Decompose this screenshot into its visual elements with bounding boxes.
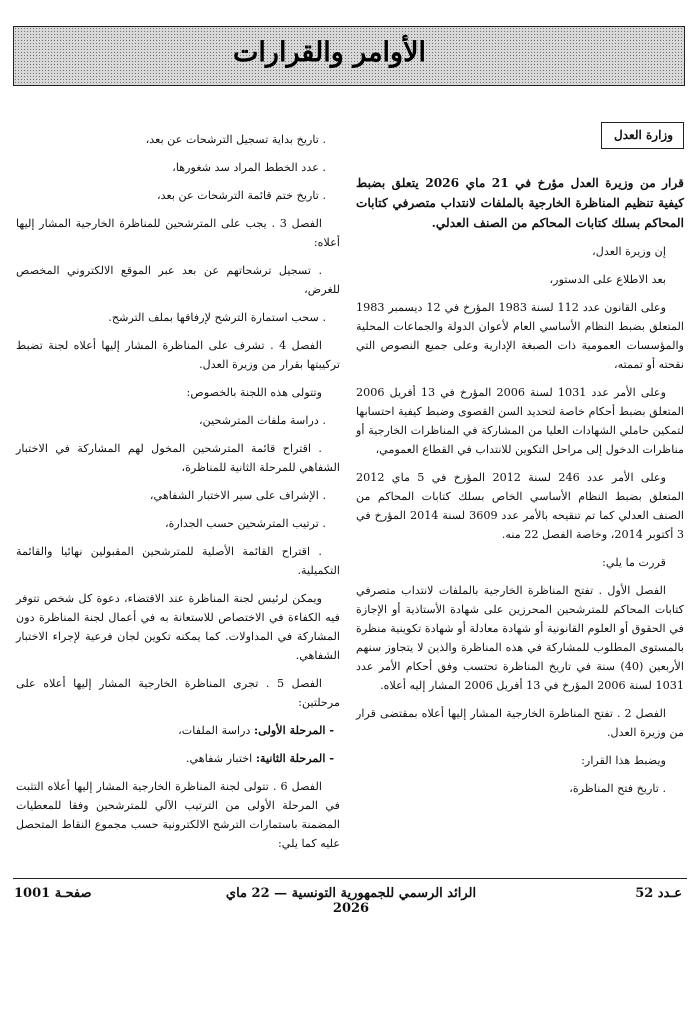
paragraph: وعلى الأمر عدد 246 لسنة 2012 المؤرخ في 5 ماي 2012 المتعلق بضبط النظام الأساسي الخاص بسلك كتابات المحاكم من الصنف العدلي كما تم تنقيحه بالأمر عدد 3609 لسنة 2014 المؤرخ في 3 أكتوبر 2014، وخاصة الفصل 22 منه. — [356, 471, 684, 541]
article-2: الفصل 2 . تفتح المناظرة الخارجية المشار إليها أعلاه بمقتضى قرار من وزيرة العدل. — [356, 707, 684, 739]
section-title: الأوامر والقرارات — [233, 37, 426, 68]
paragraph: وتتولى هذه اللجنة بالخصوص: — [186, 386, 322, 399]
right-column — [356, 122, 684, 807]
stage-label: - المرحلة الثانية: — [255, 751, 334, 765]
list-item: . تاريخ فتح المناظرة، — [569, 782, 666, 795]
page-number: صفحـة 1001 — [14, 886, 92, 901]
stage-item — [16, 721, 340, 740]
paragraph: بعد الاطلاع على الدستور، — [549, 273, 666, 286]
list-item: . اقتراح القائمة الأصلية للمترشحين المقبولين نهائيا والقائمة التكميلية. — [16, 545, 340, 577]
paragraph: وعلى الأمر عدد 1031 لسنة 2006 المؤرخ في 13 أفريل 2006 المتعلق بضبط أحكام خاصة لتحديد السن القصوى وضبط كيفية احتسابها لتمكين حاملي الشهادات العليا من المشاركة في المناظرات الخارجية أو مناظرات الدخول إلى مراحل التكوين للانتداب في القطاع العمومي، — [356, 386, 684, 456]
left-column — [16, 130, 340, 862]
list-item: . تسجيل ترشحاتهم عن بعد عبر الموقع الالكتروني المخصص للغرض، — [16, 264, 340, 296]
stage-label: - المرحلة الأولى: — [254, 723, 334, 737]
paragraph: قررت ما يلي: — [602, 556, 666, 569]
section-banner — [13, 26, 685, 86]
issue-number: عـدد 52 — [635, 886, 682, 901]
paragraph: ويضبط هذا القرار: — [581, 754, 666, 767]
article-4: الفصل 4 . تشرف على المناظرة المشار إليها أعلاه لجنة تضبط تركيبتها بقرار من وزيرة العدل. — [16, 339, 340, 371]
paragraph: إن وزيرة العدل، — [592, 245, 666, 258]
stage-item — [16, 749, 340, 768]
list-item: . عدد الخطط المراد سد شغورها، — [172, 161, 326, 174]
footer-divider — [13, 878, 687, 879]
article-5: الفصل 5 . تجرى المناظرة الخارجية المشار إليها أعلاه على مرحلتين: — [16, 677, 340, 709]
ministry-label: وزارة العدل — [601, 122, 684, 149]
stage-text: اختبار شفاهي. — [185, 752, 253, 765]
decision-title: قرار من وزيرة العدل مؤرخ في 21 ماي 2026 يتعلق بضبط كيفية تنظيم المناظرة الخارجية بالملفات لانتداب متصرفي كتابات المحاكم بسلك كتابات المحاكم من الصنف العدلي. — [356, 176, 684, 230]
list-item: . تاريخ ختم قائمة الترشحات عن بعد، — [156, 189, 326, 202]
stage-text: دراسة الملفات، — [178, 724, 251, 737]
article-1: الفصل الأول . تفتح المناظرة الخارجية بالملفات لانتداب متصرفي كتابات المحاكم للمترشحين المحرزين على شهادة الأستاذية أو الإجازة في الحقوق أو العلوم القانونية أو شهادة معادلة أو شهادة تكوينية منظرة بالمستوى المطلوب للمشاركة في هذه المناظرة والذين لا يتجاوز سنهم الأربعين (40) سنة في تاريخ المناظرة تحتسب وفق أحكام الأمر عدد 1031 لسنة 2006 المؤرخ في 13 أفريل 2006 المشار إليه أعلاه. — [356, 584, 684, 692]
list-item: . الإشراف على سير الاختبار الشفاهي، — [149, 489, 326, 502]
article-6: الفصل 6 . تتولى لجنة المناظرة الخارجية المشار إليها أعلاه التثبت في المرحلة الأولى من الترتيب الآلي للمترشحين وفقا للمعطيات المضمنة باستمارات الترشح الالكترونية حسب مجموع النقاط المتحصل عليه كما يلي: — [16, 780, 340, 850]
article-3: الفصل 3 . يجب على المترشحين للمناظرة الخارجية المشار إليها أعلاه: — [16, 217, 340, 249]
list-item: . سحب استمارة الترشح لإرفاقها بملف الترشح. — [108, 311, 326, 324]
list-item: . دراسة ملفات المترشحين، — [198, 414, 326, 427]
list-item: . تاريخ بداية تسجيل الترشحات عن بعد، — [145, 133, 326, 146]
list-item: . اقتراح قائمة المترشحين المخول لهم المشاركة في الاختبار الشفاهي للمرحلة الثانية للمناظرة، — [16, 442, 340, 474]
paragraph: وعلى القانون عدد 112 لسنة 1983 المؤرخ في 12 ديسمبر 1983 المتعلق بضبط النظام الأساسي العام لأعوان الدولة والجماعات المحلية والمؤسسات العمومية ذات الصبغة الإدارية وعلى جميع النصوص التي نقحته أو تممته، — [356, 301, 684, 371]
paragraph: ويمكن لرئيس لجنة المناظرة عند الاقتضاء، دعوة كل شخص تتوفر فيه الكفاءة في الاختصاص للاستعانة به في أعمال لجنة المناظرة دون المشاركة في المداولات. كما يمكنه تكوين لجان فرعية لإجراء الاختبار الشفاهي. — [16, 592, 340, 662]
publication-info: الرائد الرسمي للجمهورية التونسية — 22 ماي 2026 — [225, 886, 477, 916]
list-item: . ترتيب المترشحين حسب الجدارة، — [164, 517, 326, 530]
